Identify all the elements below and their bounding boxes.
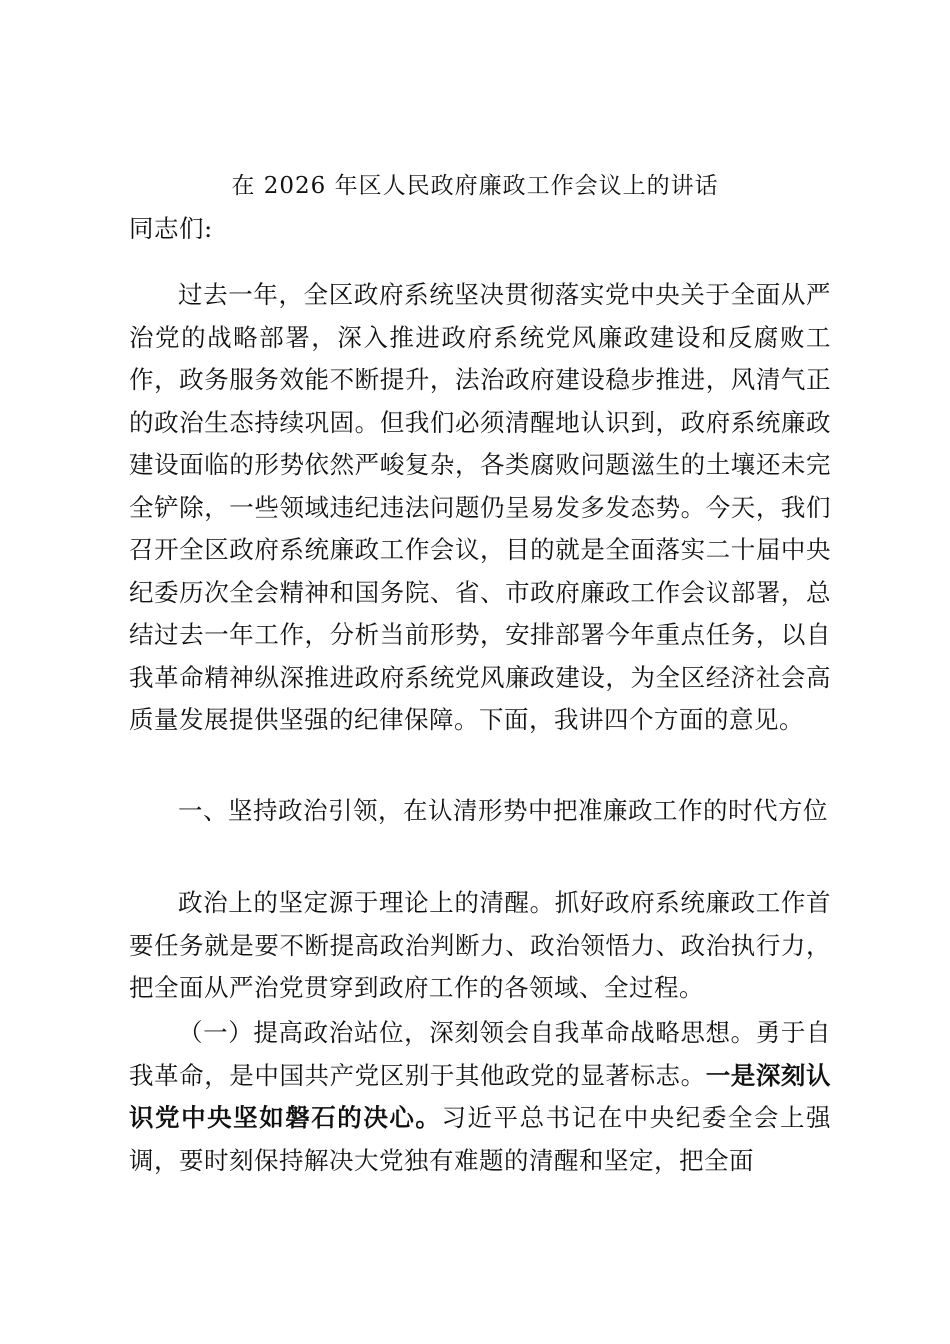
paragraph-subsection-one [129,1012,831,1182]
salutation: 同志们: [129,214,213,243]
paragraph-bold-point: 一是深刻认识党中央坚如磐石的决心。 [129,1060,831,1132]
paragraph-section-one: 政治上的坚定源于理论上的清醒。抓好政府系统廉政工作首要任务就是要不断提高政治判断力、政治领悟力、政治执行力，把全面从严治党贯穿到政府工作的各领域、全过程。 [129,888,831,1002]
paragraph-subsection-lead: （一）提高政治站位，深刻领会自我革命战略思想。勇于自我革命，是中国共产党区别于其他政党的显著标志。 [129,1018,831,1090]
paragraph-subsection-tail: 习近平总书记在中央纪委全会上强调，要时刻保持解决大党独有难题的清醒和坚定，把全面 [129,1103,832,1175]
section-heading-one: 一、坚持政治引领，在认清形势中把准廉政工作的时代方位 [178,796,828,825]
document-title: 在 2026 年区人民政府廉政工作会议上的讲话 [231,173,719,199]
paragraph-intro: 过去一年，全区政府系统坚决贯彻落实党中央关于全面从严治党的战略部署，深入推进政府系统党风廉政建设和反腐败工作，政务服务效能不断提升，法治政府建设稳步推进，风清气正的政治生态持续巩固。但我们必须清醒地认识到，政府系统廉政建设面临的形势依然严峻复杂，各类腐败问题滋生的土壤还未完全铲除，一些领域违纪违法问题仍呈易发多发态势。今天，我们召开全区政府系统廉政工作会议，目的就是全面落实二十届中央纪委历次全会精神和国务院、省、市政府廉政工作会议部署，总结过去一年工作，分析当前形势，安排部署今年重点任务，以自我革命精神纵深推进政府系统党风廉政建设，为全区经济社会高质量发展提供坚强的纪律保障。下面，我讲四个方面的意见。 [129,280,831,734]
